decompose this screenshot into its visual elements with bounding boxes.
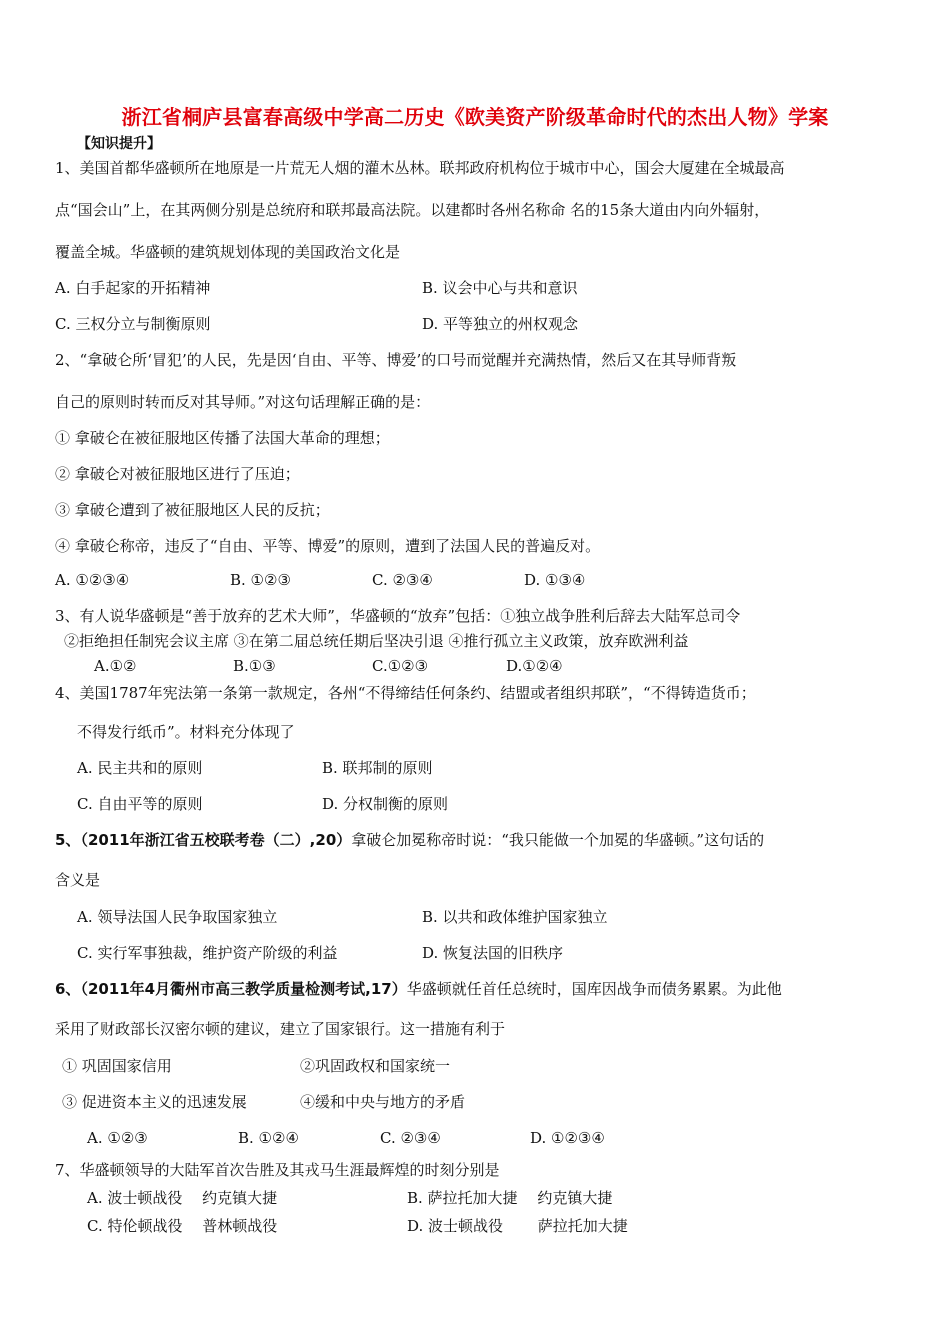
q2-option-b: B. ①②③ (230, 571, 291, 589)
q6-line-2: 采用了财政部长汉密尔顿的建议，建立了国家银行。这一措施有利于 (55, 1020, 506, 1038)
q7-option-a: A. 波士顿战役 约克镇大捷 (87, 1189, 278, 1207)
q5-number: 5、 (55, 831, 81, 849)
q5-option-a: A. 领导法国人民争取国家独立 (77, 908, 278, 926)
q2-statement-1: ① 拿破仑在被征服地区传播了法国大革命的理想； (55, 429, 390, 447)
q3-line-2: ②拒绝担任制宪会议主席 ③在第二届总统任期后坚决引退 ④推行孤立主义政策，放弃欧洲利益 (64, 632, 689, 650)
section-heading: 【知识提升】 (77, 136, 161, 152)
q5-source: （2011年浙江省五校联考卷（二）,20） (80, 831, 352, 849)
q1-line-1: 1、美国首都华盛顿所在地原是一片荒无人烟的灌木丛林。联邦政府机构位于城市中心，国会大厦建在全城最高 (55, 159, 785, 177)
q5-option-d: D. 恢复法国的旧秩序 (422, 944, 564, 962)
q4-line-2: 不得发行纸币”。材料充分体现了 (77, 723, 295, 741)
q2-option-a: A. ①②③④ (55, 571, 130, 589)
q2-statement-4: ④ 拿破仑称帝，违反了“自由、平等、博爱”的原则，遭到了法国人民的普遍反对。 (55, 537, 601, 555)
q6-statement-3: ③ 促进资本主义的迅速发展 (62, 1093, 247, 1111)
q5-stem: 拿破仑加冕称帝时说：“我只能做一个加冕的华盛顿。”这句话的 (351, 831, 765, 849)
q5-line-1 (55, 830, 764, 850)
q2-option-d: D. ①③④ (524, 571, 586, 589)
q5-option-b: B. 以共和政体维护国家独立 (422, 908, 608, 926)
q2-line-1: 2、“拿破仑所‘冒犯’的人民，先是因‘自由、平等、博爱’的口号而觉醒并充满热情，然后又在其导师背叛 (55, 351, 737, 369)
q4-option-b: B. 联邦制的原则 (322, 759, 433, 777)
q1-line-3: 覆盖全城。华盛顿的建筑规划体现的美国政治文化是 (55, 243, 401, 261)
q7-line-1: 7、华盛顿领导的大陆军首次告胜及其戎马生涯最辉煌的时刻分别是 (55, 1161, 500, 1179)
q6-statement-4: ④缓和中央与地方的矛盾 (300, 1093, 466, 1111)
q1-option-d: D. 平等独立的州权观念 (422, 315, 579, 333)
q2-statement-3: ③ 拿破仑遭到了被征服地区人民的反抗； (55, 501, 330, 519)
q3-line-1: 3、有人说华盛顿是“善于放弃的艺术大师”，华盛顿的“放弃”包括：①独立战争胜利后辞去大陆军总司令 (55, 607, 741, 625)
q6-line-1 (55, 979, 782, 999)
q7-option-b: B. 萨拉托加大捷 约克镇大捷 (407, 1189, 613, 1207)
q1-option-b: B. 议会中心与共和意识 (422, 279, 578, 297)
q6-option-b: B. ①②④ (238, 1129, 299, 1147)
q2-line-2: 自己的原则时转而反对其导师。”对这句话理解正确的是： (55, 393, 431, 411)
q6-option-c: C. ②③④ (380, 1129, 441, 1147)
q6-stem: 华盛顿就任首任总统时，国库因战争而债务累累。为此他 (406, 980, 782, 998)
q6-source: （2011年4月衢州市高三教学质量检测考试,17） (80, 980, 407, 998)
q6-number: 6、 (55, 980, 81, 998)
q7-option-d: D. 波士顿战役 萨拉托加大捷 (407, 1217, 628, 1235)
q3-option-d: D.①②④ (506, 657, 563, 675)
q4-option-a: A. 民主共和的原则 (77, 759, 203, 777)
q5-option-c: C. 实行军事独裁，维护资产阶级的利益 (77, 944, 338, 962)
q3-option-b: B.①③ (233, 657, 276, 675)
q6-statement-1: ① 巩固国家信用 (62, 1057, 172, 1075)
q4-option-d: D. 分权制衡的原则 (322, 795, 449, 813)
q3-option-a: A.①② (94, 657, 137, 675)
q6-option-d: D. ①②③④ (530, 1129, 605, 1147)
q1-option-a: A. 白手起家的开拓精神 (55, 279, 211, 297)
q6-option-a: A. ①②③ (87, 1129, 148, 1147)
q1-line-2: 点“国会山”上，在其两侧分别是总统府和联邦最高法院。以建都时各州名称命 名的15条大道由内向外辐射， (55, 201, 770, 219)
q2-statement-2: ② 拿破仑对被征服地区进行了压迫； (55, 465, 300, 483)
q6-statement-2: ②巩固政权和国家统一 (300, 1057, 451, 1075)
q7-option-c: C. 特伦顿战役 普林顿战役 (87, 1217, 278, 1235)
q4-option-c: C. 自由平等的原则 (77, 795, 203, 813)
q2-option-c: C. ②③④ (372, 571, 433, 589)
document-title: 浙江省桐庐县富春高级中学高二历史《欧美资产阶级革命时代的杰出人物》学案 (121, 105, 829, 129)
q3-option-c: C.①②③ (372, 657, 429, 675)
q4-line-1: 4、美国1787年宪法第一条第一款规定，各州“不得缔结任何条约、结盟或者组织邦联”，“不得铸造货币； (55, 684, 756, 702)
q1-option-c: C. 三权分立与制衡原则 (55, 315, 211, 333)
q5-line-2: 含义是 (55, 871, 101, 889)
